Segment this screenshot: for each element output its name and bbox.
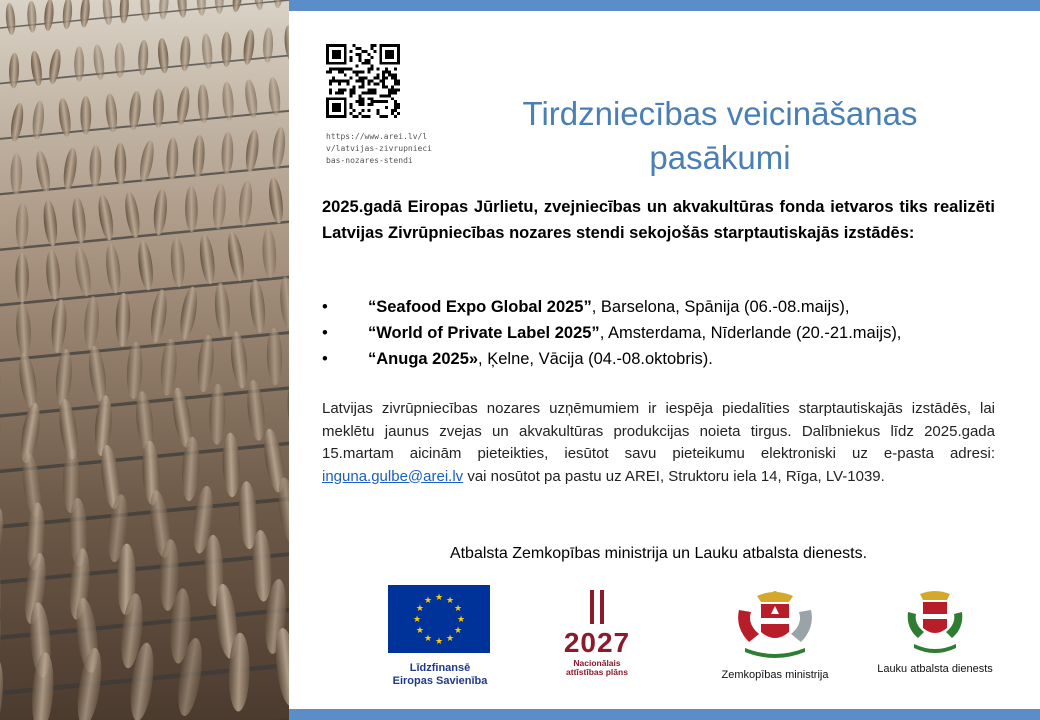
coat-of-arms-small-icon: [900, 588, 970, 656]
qr-code[interactable]: [326, 44, 400, 118]
body-paragraph: [322, 398, 995, 488]
page-title: [470, 92, 970, 180]
eu-caption-line-1: Līdzfinansē: [409, 662, 471, 674]
coat-of-arms-large-icon: [727, 588, 823, 662]
nap-caption-line-2: attīstības plāns: [566, 667, 628, 677]
eu-star-icon: ★: [412, 614, 422, 624]
eu-flag-icon: [388, 585, 490, 653]
lad-logo: [865, 588, 1005, 675]
eu-star-icon: ★: [423, 594, 433, 605]
bullet-icon: •: [322, 350, 328, 368]
body-text-before: Latvijas zivrūpniecības nozares uzņēmumiem ir iespēja piedalīties starptautiskajās izstādēs, lai meklētu jaunus zvejas un akvakultūras produkcijas noieta tirgus. Dalībniekus līdz 2025.gada 15.martam aicinām pieteikties, iesūtot savu pieteikumu elektroniski uz e-pasta adresi:: [322, 400, 995, 462]
nap-2027-logo: [557, 590, 637, 677]
eu-star-icon: ★: [434, 592, 444, 602]
bullet-icon: •: [322, 324, 328, 342]
event-details: , Ķelne, Vācija (04.-08.oktobris).: [478, 350, 713, 368]
eu-star-icon: ★: [456, 614, 466, 624]
nap-bars-icon: [562, 590, 632, 624]
qr-url-text[interactable]: https://www.arei.lv/lv/latvijas-zivrupniecibas-nozares-stendi: [326, 132, 432, 165]
nap-year: 2027: [563, 627, 631, 658]
eu-star-icon: ★: [423, 633, 433, 644]
list-item: [322, 320, 1012, 346]
qr-code-icon: [326, 44, 400, 118]
bottom-accent-bar: [289, 709, 1040, 720]
event-name: “World of Private Label 2025”: [368, 324, 600, 342]
fish-photo-illustration: [0, 0, 289, 720]
nap-caption-line-1: Nacionālais: [573, 658, 621, 668]
title-line-2: pasākumi: [649, 139, 791, 176]
eu-star-icon: ★: [454, 603, 463, 613]
eu-star-icon: ★: [445, 594, 455, 605]
event-name: “Anuga 2025»: [368, 350, 479, 368]
eu-star-icon: ★: [434, 636, 444, 646]
list-item: [322, 294, 1012, 320]
nap-caption: [557, 659, 637, 677]
eu-star-icon: ★: [415, 625, 424, 635]
bullet-icon: •: [322, 298, 328, 316]
list-item: [322, 346, 1012, 372]
body-text-after: vai nosūtot pa pastu uz AREI, Struktoru iela 14, Rīga, LV-1039.: [463, 467, 885, 485]
eu-stars-icon: [388, 585, 490, 653]
eu-caption-line-2: Eiropas Savienība: [392, 675, 488, 687]
title-line-1: Tirdzniecības veicināšanas: [522, 95, 918, 132]
lad-caption: Lauku atbalsta dienests: [877, 663, 993, 675]
event-details: , Barselona, Spānija (06.-08.maijs),: [591, 298, 850, 316]
eu-logo: [388, 585, 492, 688]
top-accent-bar: [289, 0, 1040, 11]
fish-drying-photo: [0, 0, 289, 720]
zm-caption: Zemkopības ministrija: [721, 669, 829, 681]
eu-caption: [388, 662, 492, 688]
eu-star-icon: ★: [454, 625, 463, 635]
eu-star-icon: ★: [445, 633, 455, 644]
zm-logo: [715, 588, 835, 681]
intro-paragraph: 2025.gadā Eiropas Jūrlietu, zvejniecības un akvakultūras fonda ietvaros tiks realizēti Latvijas Zivrūpniecības nozares stendi sekojošās starptautiskajās izstādēs:: [322, 198, 995, 242]
events-list: [322, 294, 1012, 372]
support-statement: Atbalsta Zemkopības ministrija un Lauku atbalsta dienests.: [449, 545, 868, 562]
email-link[interactable]: inguna.gulbe@arei.lv: [322, 467, 464, 485]
event-name: “Seafood Expo Global 2025”: [368, 298, 592, 316]
eu-star-icon: ★: [415, 603, 424, 613]
event-details: , Amsterdama, Nīderlande (20.-21.maijs),: [599, 324, 902, 342]
